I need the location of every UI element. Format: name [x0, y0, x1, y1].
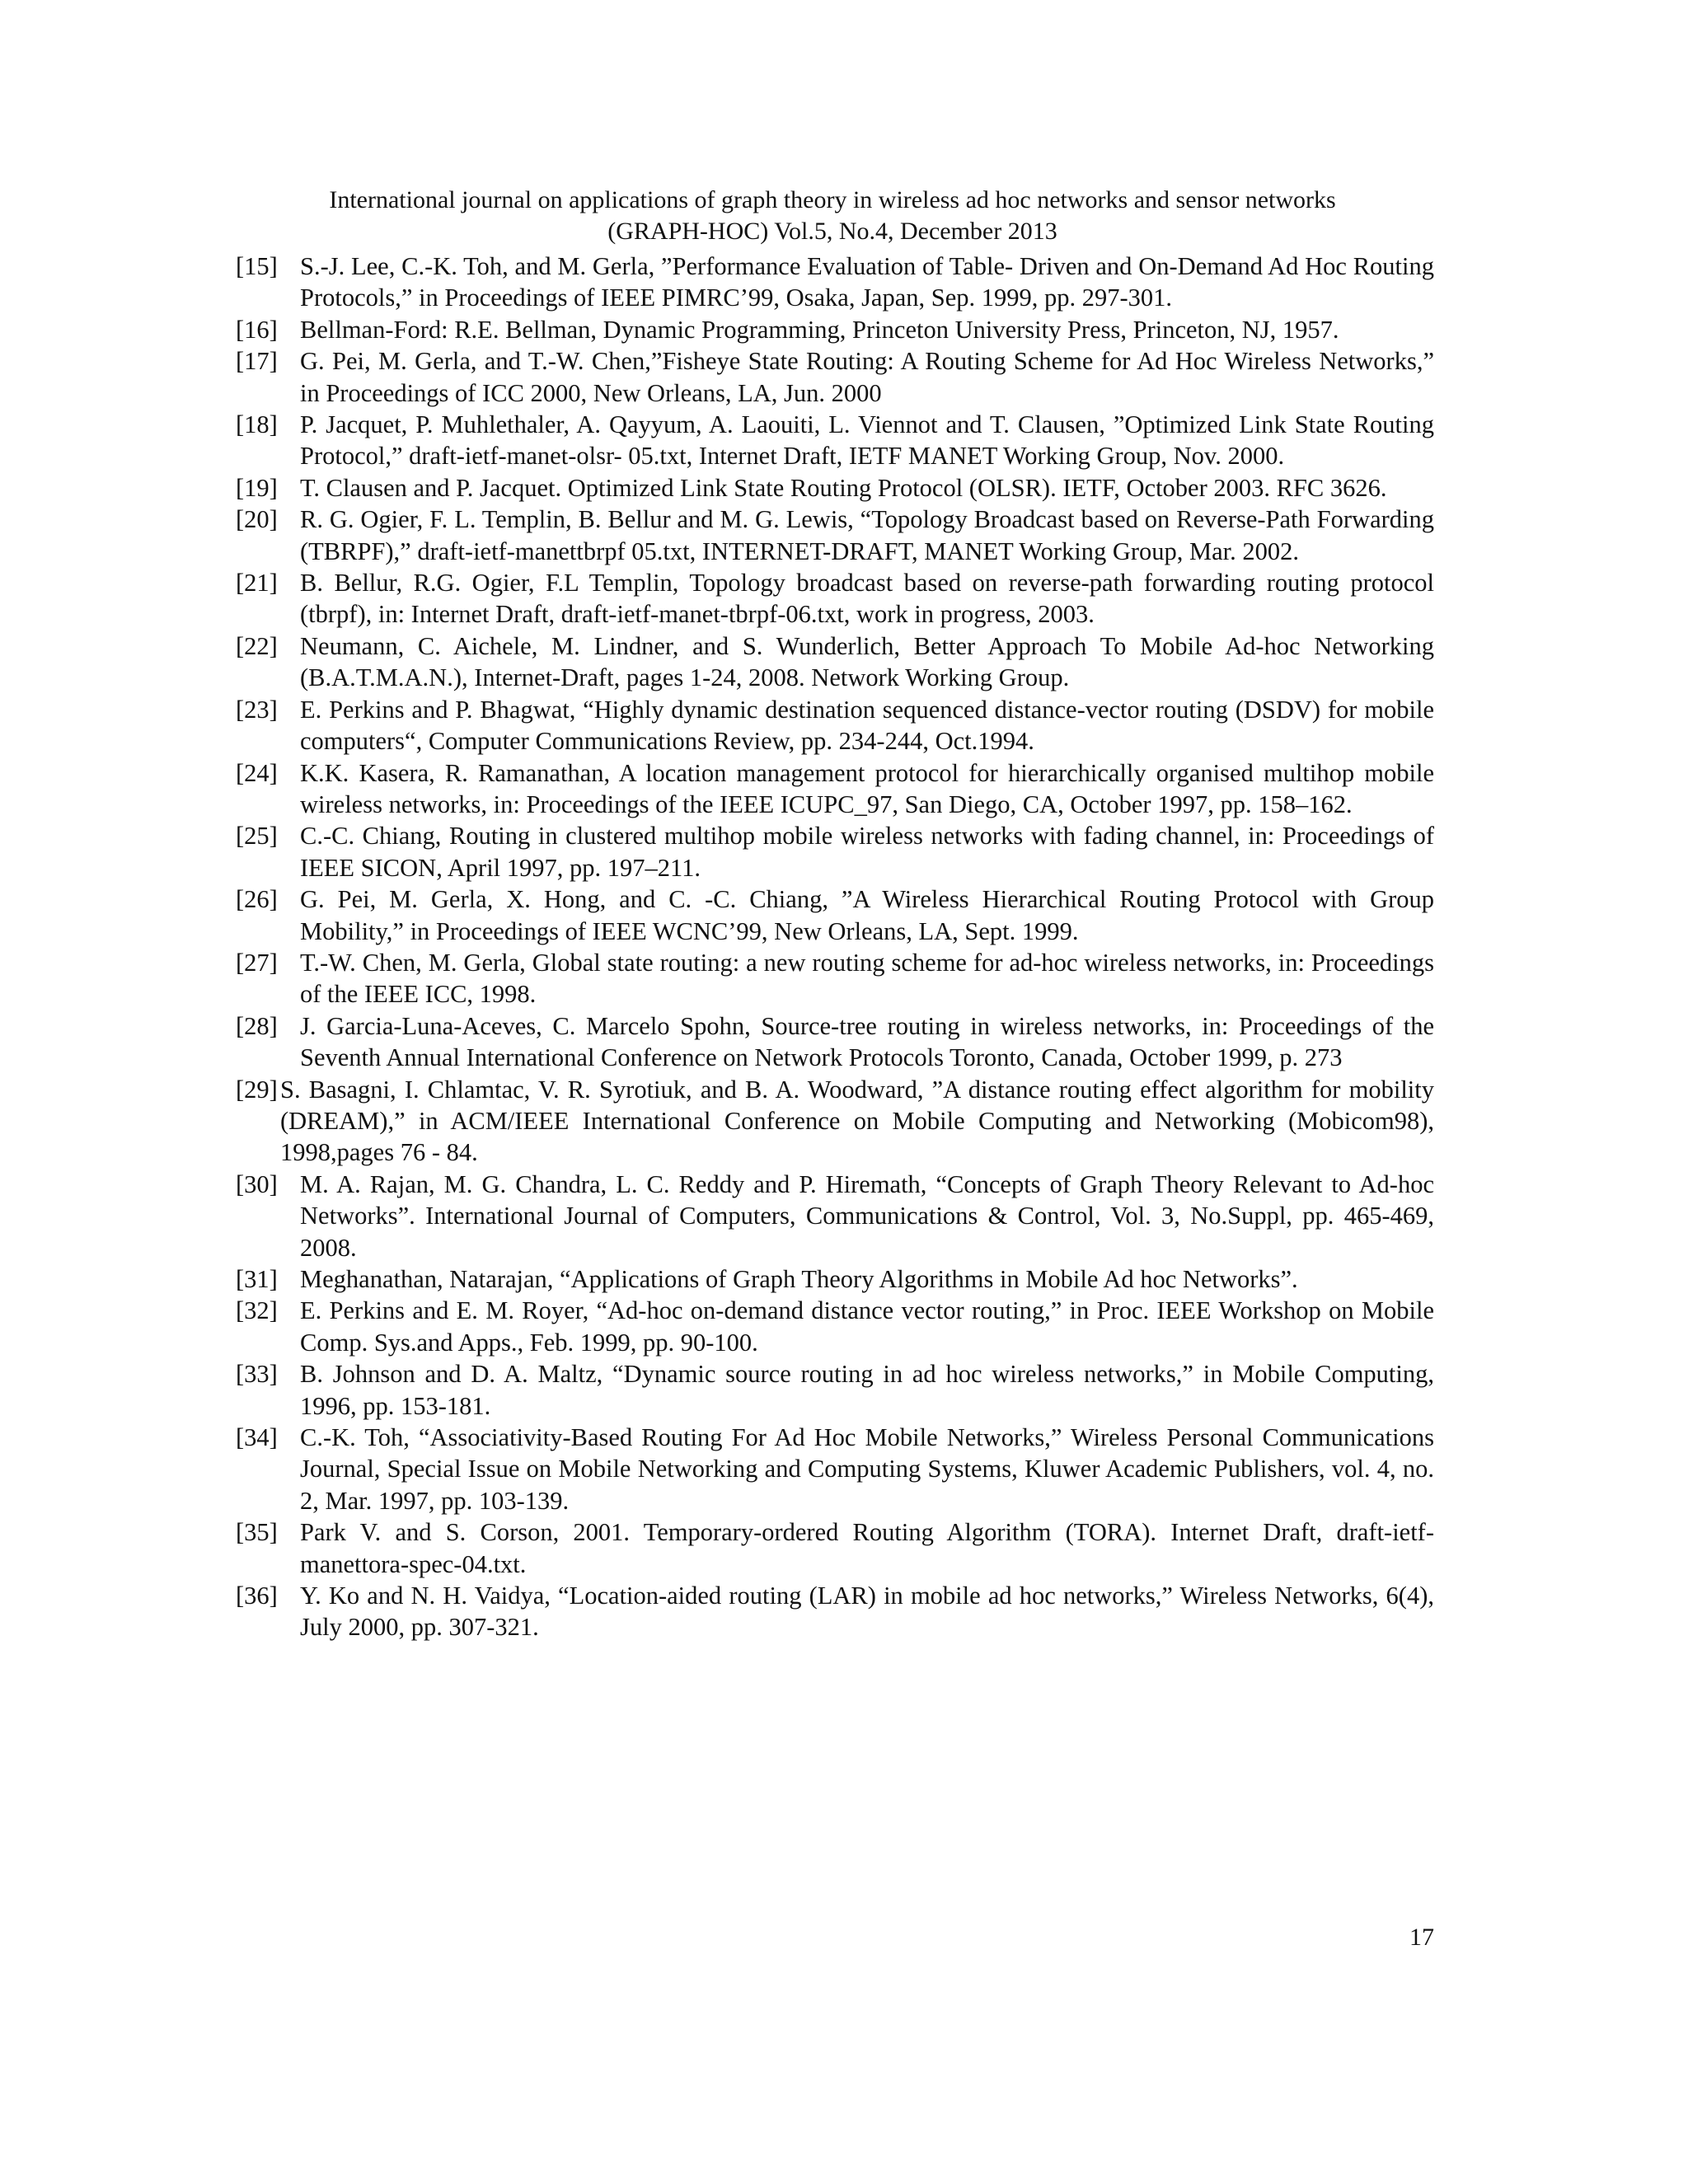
reference-text: E. Perkins and E. M. Royer, “Ad-hoc on-demand distance vector routing,” in Proc. IEEE Workshop on Mobile Comp. Sys.and Apps., Feb. 1999, pp. 90-100.	[300, 1296, 1434, 1357]
reference-text: B. Johnson and D. A. Maltz, “Dynamic source routing in ad hoc wireless networks,” in Mobile Computing, 1996, pp. 153-181.	[300, 1360, 1434, 1420]
reference-list	[236, 251, 1434, 1643]
reference-item	[236, 314, 1434, 345]
reference-item	[236, 1074, 1434, 1169]
reference-number: [17]	[236, 347, 278, 376]
reference-number: [20]	[236, 505, 278, 534]
reference-text: Meghanathan, Natarajan, “Applications of Graph Theory Algorithms in Mobile Ad hoc Networks”.	[300, 1265, 1298, 1293]
reference-number: [15]	[236, 252, 278, 280]
reference-item	[236, 251, 1434, 314]
reference-number: [31]	[236, 1265, 278, 1293]
reference-item	[236, 345, 1434, 409]
reference-text: Bellman-Ford: R.E. Bellman, Dynamic Programming, Princeton University Press, Princeton, NJ, 1957.	[300, 315, 1339, 344]
reference-text: Y. Ko and N. H. Vaidya, “Location-aided routing (LAR) in mobile ad hoc networks,” Wireless Networks, 6(4), July 2000, pp. 307-321.	[300, 1582, 1434, 1642]
reference-number: [30]	[236, 1169, 278, 1198]
reference-number: [35]	[236, 1518, 278, 1547]
reference-item	[236, 1422, 1434, 1516]
reference-number: [21]	[236, 569, 278, 598]
reference-number: [33]	[236, 1360, 278, 1389]
reference-text: T. Clausen and P. Jacquet. Optimized Link State Routing Protocol (OLSR). IETF, October 2003. RFC 3626.	[300, 473, 1387, 502]
reference-text: K.K. Kasera, R. Ramanathan, A location management protocol for hierarchically organised multihop mobile wireless networks, in: Proceedings of the IEEE ICUPC_97, San Diego, CA, October 1997, pp. 158–162.	[300, 758, 1434, 818]
reference-item	[236, 1516, 1434, 1580]
reference-item	[236, 1263, 1434, 1295]
reference-text: P. Jacquet, P. Muhlethaler, A. Qayyum, A. Laouiti, L. Viennot and T. Clausen, ”Optimized Link State Routing Protocol,” draft-ietf-manet-olsr- 05.txt, Internet Draft, IETF MANET Working Group, Nov. 2000.	[300, 410, 1434, 471]
reference-number: [26]	[236, 885, 278, 914]
reference-text: G. Pei, M. Gerla, and T.-W. Chen,”Fisheye State Routing: A Routing Scheme for Ad Hoc Wireless Networks,” in Proceedings of ICC 2000, New Orleans, LA, Jun. 2000	[300, 347, 1434, 407]
reference-number: [23]	[236, 695, 278, 724]
reference-text: J. Garcia-Luna-Aceves, C. Marcelo Spohn, Source-tree routing in wireless networks, in: Proceedings of the Seventh Annual International Conference on Network Protocols Toronto, Canada, October 1999, p. 273	[300, 1011, 1434, 1072]
reference-number: [28]	[236, 1011, 278, 1040]
reference-item	[236, 1580, 1434, 1643]
reference-item	[236, 820, 1434, 883]
reference-number: [16]	[236, 315, 278, 344]
reference-text: S.-J. Lee, C.-K. Toh, and M. Gerla, ”Performance Evaluation of Table- Driven and On-Demand Ad Hoc Routing Protocols,” in Proceedings of IEEE PIMRC’99, Osaka, Japan, Sep. 1999, pp. 297-301.	[300, 252, 1434, 312]
reference-item	[236, 472, 1434, 504]
reference-number: [29]	[236, 1075, 278, 1104]
reference-number: [36]	[236, 1582, 278, 1610]
reference-text: S. Basagni, I. Chlamtac, V. R. Syrotiuk, and B. A. Woodward, ”A distance routing effect algorithm for mobility (DREAM),” in ACM/IEEE International Conference on Mobile Computing and Networking (Mobicom98), 1998,pages 76 - 84.	[280, 1075, 1434, 1167]
reference-item	[236, 409, 1434, 472]
reference-text: C.-K. Toh, “Associativity-Based Routing For Ad Hoc Mobile Networks,” Wireless Personal Communications Journal, Special Issue on Mobile Networking and Computing Systems, Kluwer Academic Publishers, vol. 4, no. 2, Mar. 1997, pp. 103-139.	[300, 1423, 1434, 1515]
journal-title: International journal on applications of graph theory in wireless ad hoc networks and sensor networks	[329, 186, 1336, 213]
reference-item	[236, 504, 1434, 567]
reference-number: [27]	[236, 948, 278, 977]
reference-number: [34]	[236, 1423, 278, 1452]
reference-item	[236, 1010, 1434, 1074]
reference-number: [25]	[236, 822, 278, 851]
reference-text: C.-C. Chiang, Routing in clustered multihop mobile wireless networks with fading channel, in: Proceedings of IEEE SICON, April 1997, pp. 197–211.	[300, 822, 1434, 882]
reference-item	[236, 1295, 1434, 1358]
reference-text: Neumann, C. Aichele, M. Lindner, and S. Wunderlich, Better Approach To Mobile Ad-hoc Networking (B.A.T.M.A.N.), Internet-Draft, pages 1-24, 2008. Network Working Group.	[300, 631, 1434, 692]
reference-item	[236, 757, 1434, 821]
reference-number: [32]	[236, 1296, 278, 1325]
reference-text: R. G. Ogier, F. L. Templin, B. Bellur and M. G. Lewis, “Topology Broadcast based on Reverse-Path Forwarding (TBRPF),” draft-ietf-manettbrpf 05.txt, INTERNET-DRAFT, MANET Working Group, Mar. 2002.	[300, 505, 1434, 565]
journal-volume: (GRAPH-HOC) Vol.5, No.4, December 2013	[607, 218, 1057, 245]
reference-text: G. Pei, M. Gerla, X. Hong, and C. -C. Chiang, ”A Wireless Hierarchical Routing Protocol with Group Mobility,” in Proceedings of IEEE WCNC’99, New Orleans, LA, Sept. 1999.	[300, 885, 1434, 945]
reference-item	[236, 1169, 1434, 1263]
reference-number: [22]	[236, 631, 278, 660]
reference-text: Park V. and S. Corson, 2001. Temporary-ordered Routing Algorithm (TORA). Internet Draft, draft-ietf-manettora-spec-04.txt.	[300, 1518, 1434, 1578]
reference-text: M. A. Rajan, M. G. Chandra, L. C. Reddy and P. Hiremath, “Concepts of Graph Theory Relevant to Ad-hoc Networks”. International Journal of Computers, Communications & Control, Vol. 3, No.Suppl, pp. 465-469, 2008.	[300, 1169, 1434, 1262]
reference-text: E. Perkins and P. Bhagwat, “Highly dynamic destination sequenced distance-vector routing (DSDV) for mobile computers“, Computer Communications Review, pp. 234-244, Oct.1994.	[300, 695, 1434, 756]
reference-item	[236, 883, 1434, 947]
running-header	[231, 185, 1434, 247]
reference-item	[236, 630, 1434, 694]
reference-item	[236, 694, 1434, 757]
reference-text: B. Bellur, R.G. Ogier, F.L Templin, Topology broadcast based on reverse-path forwarding routing protocol (tbrpf), in: Internet Draft, draft-ietf-manet-tbrpf-06.txt, work in progress, 2003.	[300, 569, 1434, 629]
reference-item	[236, 947, 1434, 1010]
reference-text: T.-W. Chen, M. Gerla, Global state routing: a new routing scheme for ad-hoc wireless networks, in: Proceedings of the IEEE ICC, 1998.	[300, 948, 1434, 1009]
reference-number: [18]	[236, 410, 278, 439]
reference-item	[236, 567, 1434, 630]
reference-number: [24]	[236, 758, 278, 787]
reference-number: [19]	[236, 473, 278, 502]
page-number: 17	[1409, 1924, 1434, 1951]
reference-item	[236, 1358, 1434, 1422]
